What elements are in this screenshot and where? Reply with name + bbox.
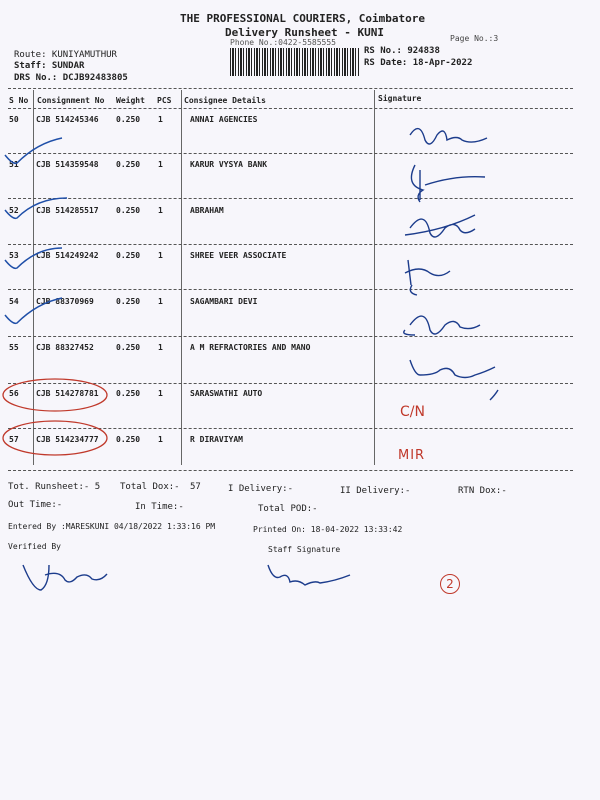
check-mark — [5, 138, 62, 163]
row-sno: 54 — [9, 297, 19, 306]
row-sno: 56 — [9, 389, 19, 398]
staff-signature-label: Staff Signature — [268, 545, 341, 554]
ii-delivery: II Delivery:- — [340, 486, 411, 496]
signature-scribbles — [390, 110, 560, 470]
col-sno: S No — [9, 96, 29, 105]
row-weight: 0.250 — [116, 297, 141, 306]
col-consignment: Consignment No — [37, 96, 105, 105]
drs-number: DRS No.: DCJB92483805 — [14, 73, 128, 83]
divider — [8, 88, 573, 89]
row-consignment: CJB 514359548 — [36, 160, 99, 169]
row-consignment: CJB 514278781 — [36, 389, 99, 398]
row-consignee: SAGAMBARI DEVI — [190, 297, 258, 306]
row-consignee: ABRAHAM — [190, 206, 224, 215]
in-time: In Time:- — [135, 502, 184, 512]
signature — [23, 565, 107, 590]
signature — [405, 260, 450, 295]
col-pcs: PCS — [157, 96, 172, 105]
highlight-circle — [3, 379, 107, 411]
column-line — [181, 90, 182, 465]
check-marks — [0, 120, 140, 330]
row-sno: 52 — [9, 206, 19, 215]
check-mark — [5, 298, 62, 323]
col-consignee: Consignee Details — [184, 96, 266, 105]
col-weight: Weight — [116, 96, 145, 105]
check-mark — [5, 248, 62, 268]
row-consignment: CJB 514234777 — [36, 435, 99, 444]
row-sno: 50 — [9, 115, 19, 124]
row-weight: 0.250 — [116, 251, 141, 260]
signature — [268, 565, 350, 585]
signature — [410, 360, 495, 378]
divider — [8, 470, 573, 471]
divider — [8, 108, 573, 109]
runsheet-subtitle: Delivery Runsheet - KUNI — [225, 26, 384, 39]
row-weight: 0.250 — [116, 160, 141, 169]
total-dox-label: Total Dox:- — [120, 482, 180, 492]
tot-runsheet: Tot. Runsheet:- 5 — [8, 482, 101, 492]
out-time: Out Time:- — [8, 500, 63, 510]
row-consignment: CJB 88370969 — [36, 297, 94, 306]
handwritten-cn: C/N — [400, 404, 425, 420]
verified-by: Verified By — [8, 542, 61, 551]
row-consignee: A M REFRACTORIES AND MANO — [190, 343, 311, 352]
row-consignee: SARASWATHI AUTO — [190, 389, 263, 398]
page-number: Page No.:3 — [450, 34, 499, 43]
row-consignment: CJB 514285517 — [36, 206, 99, 215]
row-sno: 51 — [9, 160, 19, 169]
row-sno: 55 — [9, 343, 19, 352]
total-pod: Total POD:- — [258, 504, 318, 514]
row-weight: 0.250 — [116, 206, 141, 215]
row-weight: 0.250 — [116, 389, 141, 398]
handwritten-mir: MIR — [398, 448, 426, 463]
signature — [404, 316, 480, 335]
row-weight: 0.250 — [116, 343, 141, 352]
row-pcs: 1 — [158, 206, 163, 215]
row-consignee: ANNAI AGENCIES — [190, 115, 258, 124]
red-circles — [0, 375, 120, 465]
rtn-dox: RTN Dox:- — [458, 486, 507, 496]
row-consignment: CJB 88327452 — [36, 343, 94, 352]
column-line — [374, 90, 375, 465]
row-pcs: 1 — [158, 160, 163, 169]
rs-date: RS Date: 18-Apr-2022 — [364, 58, 473, 68]
verifier-signature — [15, 550, 125, 600]
i-delivery: I Delivery:- — [228, 484, 294, 494]
highlight-circle — [3, 421, 107, 455]
row-consignment: CJB 514245346 — [36, 115, 99, 124]
barcode — [230, 48, 360, 76]
check-mark — [5, 198, 67, 218]
row-sno: 57 — [9, 435, 19, 444]
signature — [490, 390, 498, 400]
row-pcs: 1 — [158, 435, 163, 444]
route-label: Route: KUNIYAMUTHUR — [14, 50, 117, 60]
row-consignee: SHREE VEER ASSOCIATE — [190, 251, 287, 260]
row-weight: 0.250 — [116, 435, 141, 444]
signature — [411, 165, 485, 202]
row-consignee: KARUR VYSYA BANK — [190, 160, 268, 169]
row-weight: 0.250 — [116, 115, 141, 124]
row-consignee: R DIRAVIYAM — [190, 435, 243, 444]
page-circle-number: 2 — [440, 574, 460, 594]
row-pcs: 1 — [158, 115, 163, 124]
row-consignment: CJB 514249242 — [36, 251, 99, 260]
total-dox-value: 57 — [190, 482, 201, 492]
row-pcs: 1 — [158, 297, 163, 306]
row-pcs: 1 — [158, 389, 163, 398]
row-sno: 53 — [9, 251, 19, 260]
signature — [405, 215, 475, 237]
col-signature: Signature — [378, 94, 422, 103]
row-pcs: 1 — [158, 251, 163, 260]
row-pcs: 1 — [158, 343, 163, 352]
rs-number: RS No.: 924838 — [364, 46, 440, 56]
signature — [410, 129, 487, 144]
staff-label: Staff: SUNDAR — [14, 61, 85, 71]
phone-number: Phone No.:0422-5585555 — [230, 38, 336, 47]
runsheet-title: THE PROFESSIONAL COURIERS, Coimbatore — [180, 12, 426, 25]
staff-signature — [260, 555, 370, 590]
entered-by: Entered By :MARESKUNI 04/18/2022 1:33:16 PM — [8, 522, 216, 531]
printed-on: Printed On: 18-04-2022 13:33:42 — [253, 525, 403, 534]
